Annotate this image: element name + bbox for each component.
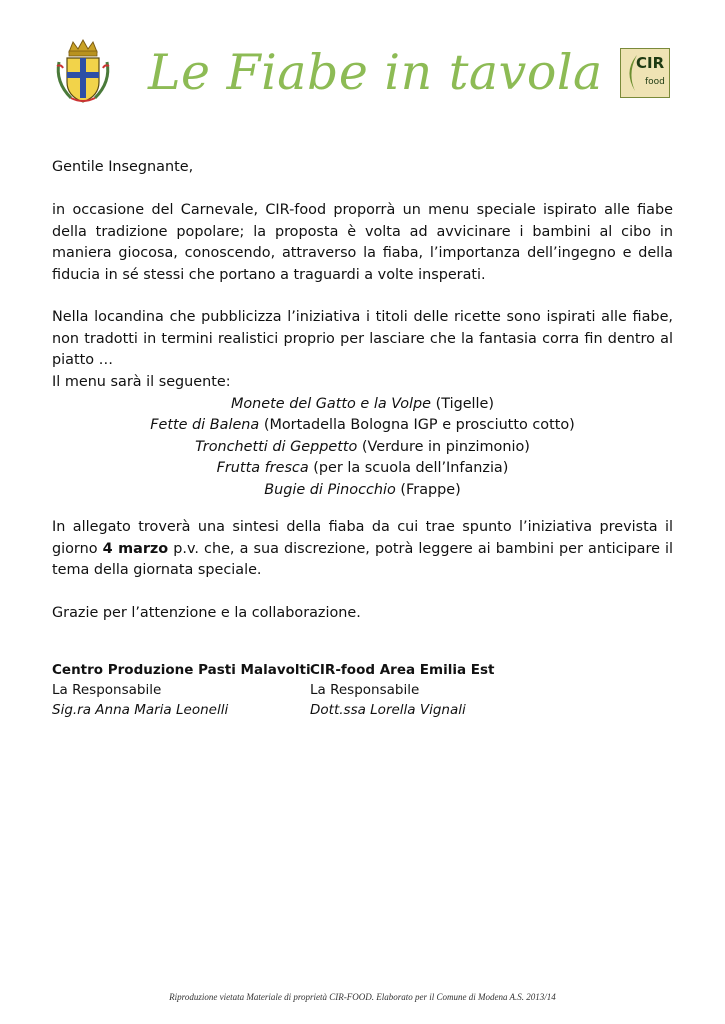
menu-dish-desc: (Frappe) [395,481,461,498]
menu-dish-desc: (Mortadella Bologna IGP e prosciutto cotto) [259,417,575,433]
food-logo-text: food [645,77,665,87]
poster-paragraph-block [52,307,673,372]
menu-block [52,372,673,501]
footer-note: Riproduzione vietata Materiale di proprietà CIR-FOOD. Elaborato per il Comune di Modena A.S. 2013/14 [169,992,556,1002]
signature-name: Sig.ra Anna Maria Leonelli [52,702,229,718]
intro-paragraph: in occasione del Carnevale, CIR-food proporrà un menu speciale ispirato alle fiabe della tradizione popolare; la proposta è volta ad avvicinare i bambini al cibo in maniera giocosa, conoscendo, attraverso la fiaba, l’importanza dell’ingegno e della fiducia in sé stessi che portano a traguardi a volte insperati. [52,202,673,283]
menu-dish-name: Fette di Balena [150,417,260,433]
signature-org: Centro Produzione Pasti Malavolti [52,662,311,678]
menu-dish-name: Tronchetti di Geppetto [195,438,358,455]
menu-item [52,480,673,502]
thanks-block [52,603,673,625]
event-date: 4 marzo [102,540,169,557]
greeting: Gentile Insegnante, [52,159,194,175]
letterhead [0,38,725,118]
attachment-paragraph [52,517,673,582]
menu-item [52,415,673,437]
menu-list [52,394,673,502]
attachment-text-a: In allegato troverà una sintesi della fiaba da cui trae spunto l’iniziativa prevista il giorno [52,519,673,557]
attachment-paragraph-block [52,517,673,582]
menu-dish-name: Bugie di Pinocchio [264,481,396,498]
signature-name: Dott.ssa Lorella Vignali [310,702,466,718]
menu-dish-desc: (Verdure in pinzimonio) [357,438,530,455]
menu-item [52,458,673,480]
menu-dish-name: Frutta fresca [216,460,309,476]
page-title: Le Fiabe in tavola [148,44,603,101]
cir-food-logo [620,48,670,98]
poster-paragraph: Nella locandina che pubblicizza l’iniziativa i titoli delle ricette sono ispirati alle fiabe, non tradotti in termini realistici proprio per lasciare che la fantasia corra fin dentro al piatto … [52,309,673,368]
modena-crest-logo [51,38,115,106]
menu-item [52,437,673,459]
menu-dish-desc: (Tigelle) [431,395,495,412]
menu-intro: Il menu sarà il seguente: [52,374,231,390]
thanks-line: Grazie per l’attenzione e la collaborazione. [52,605,361,621]
attachment-text-b: p.v. che, a sua discrezione, potrà leggere ai bambini per anticipare il tema della giornata speciale. [52,540,673,578]
signature-org: CIR-food Area Emilia Est [310,662,495,678]
signature-role: La Responsabile [310,682,420,698]
signature-left [52,660,311,720]
letter-body [52,157,673,179]
signature-role: La Responsabile [52,682,162,698]
cir-logo-text: CIR [636,54,665,72]
signature-right [310,660,494,720]
intro-paragraph-block [52,200,673,286]
menu-item [52,394,673,416]
menu-dish-desc: (per la scuola dell’Infanzia) [308,460,509,476]
menu-dish-name: Monete del Gatto e la Volpe [230,395,432,412]
